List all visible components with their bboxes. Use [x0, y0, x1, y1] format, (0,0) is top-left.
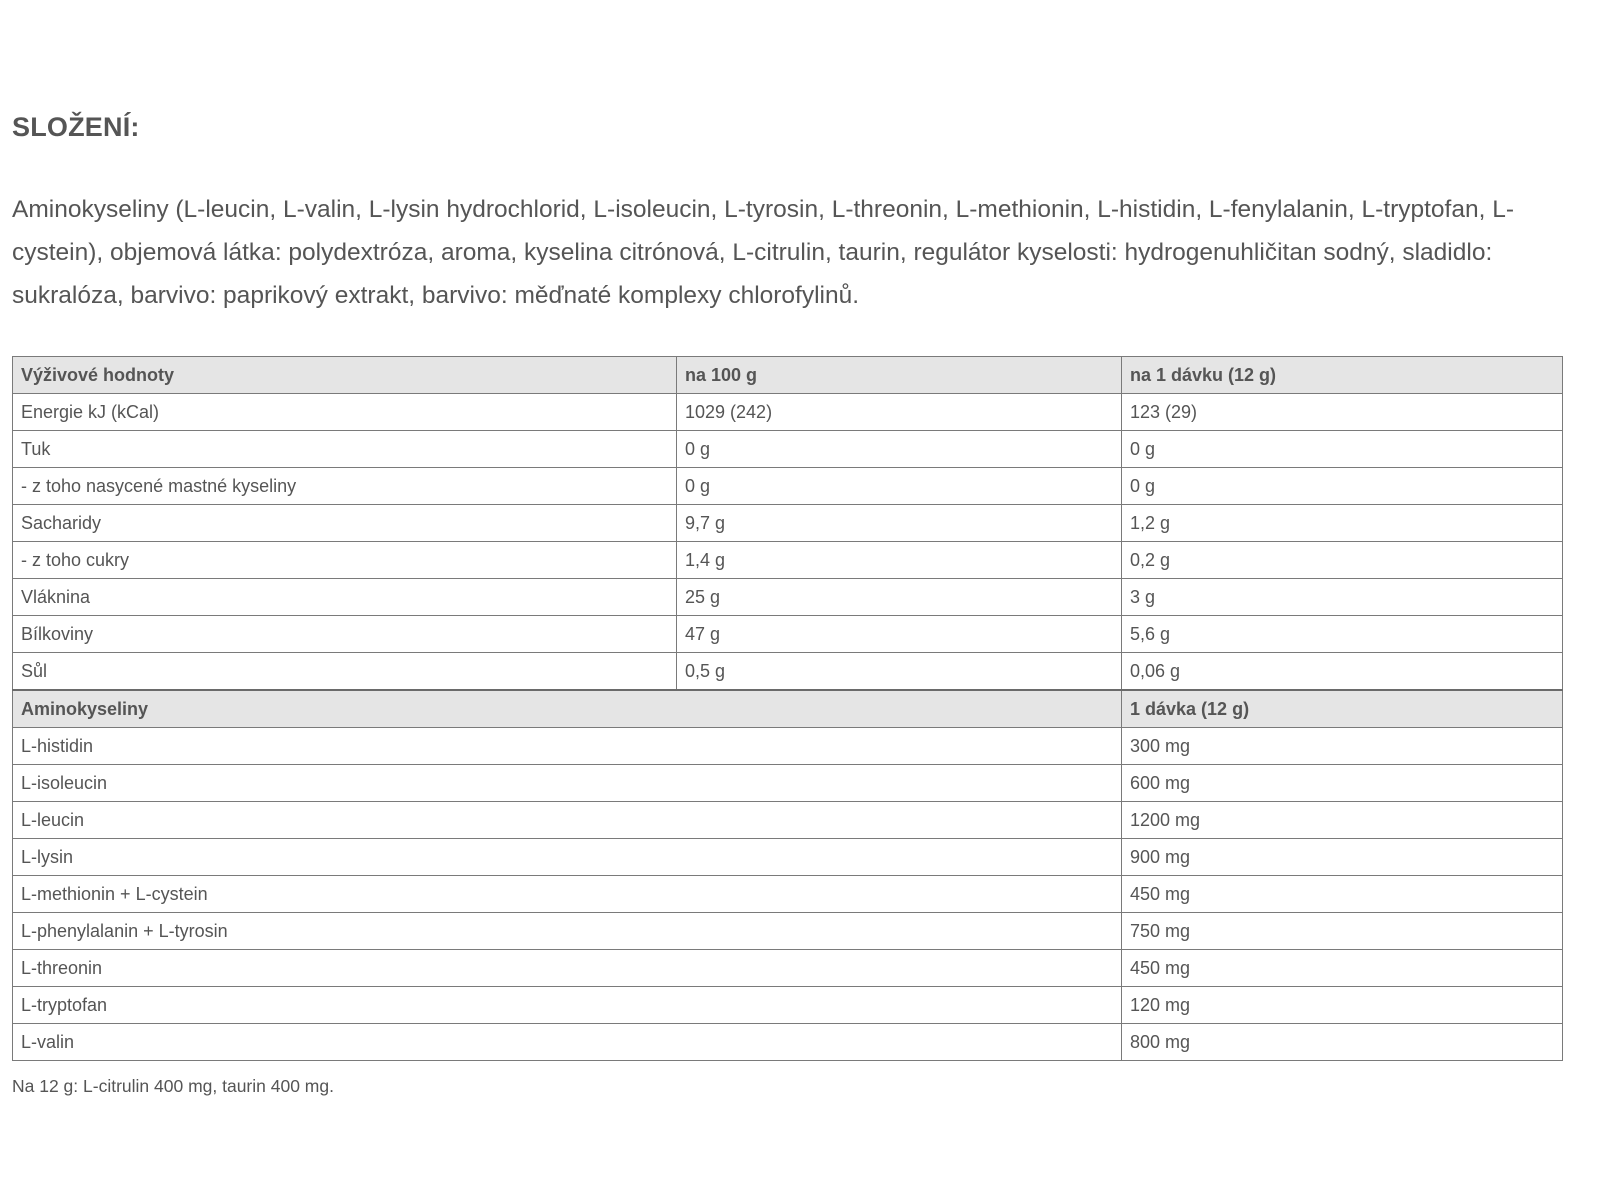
nutrient-value-cell: 1029 (242): [677, 394, 1122, 431]
table-row: [13, 876, 1563, 913]
nutrient-name-cell: Bílkoviny: [13, 616, 677, 653]
ingredients-text: Aminokyseliny (L-leucin, L-valin, L-lysin hydrochlorid, L-isoleucin, L-tyrosin, L-threonin, L-methionin, L-histidin, L-fenylalanin, L-tryptofan, L-cystein), objemová látka: polydextróza, aroma, kyselina citrónová, L-citrulin, taurin, regulátor kyselosti: hydrogenuhličitan sodný, sladidlo: sukralóza, barvivo: paprikový extrakt, barvivo: měďnaté komplexy chlorofylinů.: [12, 196, 1514, 309]
nutrient-name-cell: Sůl: [13, 653, 677, 691]
amino-header-row: [13, 690, 1563, 728]
amino-name-cell: L-methionin + L-cystein: [13, 876, 1122, 913]
nutrition-header-row: [13, 357, 1563, 394]
amino-value-cell: 300 mg: [1122, 728, 1563, 765]
table-row: [13, 542, 1563, 579]
table-row: [13, 950, 1563, 987]
table-row: [13, 653, 1563, 691]
nutrient-value-cell: 0,2 g: [1122, 542, 1563, 579]
nutrient-value-cell: 47 g: [677, 616, 1122, 653]
table-row: [13, 468, 1563, 505]
table-row: [13, 913, 1563, 950]
table-row: [13, 1024, 1563, 1061]
amino-value-cell: 120 mg: [1122, 987, 1563, 1024]
nutrient-name-cell: Sacharidy: [13, 505, 677, 542]
table-row: [13, 579, 1563, 616]
amino-name-cell: L-tryptofan: [13, 987, 1122, 1024]
nutrient-name-cell: Energie kJ (kCal): [13, 394, 677, 431]
table-row: [13, 505, 1563, 542]
nutrient-value-cell: 1,4 g: [677, 542, 1122, 579]
nutrient-name-cell: Vláknina: [13, 579, 677, 616]
table-row: [13, 839, 1563, 876]
nutrient-name-cell: Tuk: [13, 431, 677, 468]
nutrition-table-body: [13, 357, 1563, 1061]
nutrient-value-cell: 0 g: [1122, 431, 1563, 468]
table-row: [13, 616, 1563, 653]
nutrient-value-cell: 1,2 g: [1122, 505, 1563, 542]
nutrient-value-cell: 5,6 g: [1122, 616, 1563, 653]
composition-heading: SLOŽENÍ:: [12, 112, 140, 142]
amino-value-cell: 450 mg: [1122, 950, 1563, 987]
amino-name-cell: L-threonin: [13, 950, 1122, 987]
amino-name-cell: L-isoleucin: [13, 765, 1122, 802]
nutrient-value-cell: 9,7 g: [677, 505, 1122, 542]
nutrition-header-cell: na 100 g: [677, 357, 1122, 394]
nutrient-name-cell: - z toho cukry: [13, 542, 677, 579]
nutrient-value-cell: 123 (29): [1122, 394, 1563, 431]
nutrition-header-cell: na 1 dávku (12 g): [1122, 357, 1563, 394]
amino-value-cell: 600 mg: [1122, 765, 1563, 802]
table-row: [13, 728, 1563, 765]
nutrient-value-cell: 0 g: [1122, 468, 1563, 505]
table-row: [13, 802, 1563, 839]
amino-name-cell: L-lysin: [13, 839, 1122, 876]
nutrient-value-cell: 25 g: [677, 579, 1122, 616]
nutrition-header-cell: Výživové hodnoty: [13, 357, 677, 394]
amino-name-cell: L-phenylalanin + L-tyrosin: [13, 913, 1122, 950]
nutrient-value-cell: 0 g: [677, 468, 1122, 505]
amino-name-cell: L-leucin: [13, 802, 1122, 839]
amino-header-cell: 1 dávka (12 g): [1122, 690, 1563, 728]
nutrient-value-cell: 0 g: [677, 431, 1122, 468]
amino-name-cell: L-valin: [13, 1024, 1122, 1061]
table-row: [13, 431, 1563, 468]
table-row: [13, 394, 1563, 431]
amino-value-cell: 450 mg: [1122, 876, 1563, 913]
nutrient-value-cell: 3 g: [1122, 579, 1563, 616]
nutrient-value-cell: 0,06 g: [1122, 653, 1563, 691]
table-row: [13, 987, 1563, 1024]
nutrition-table: [12, 356, 1563, 1061]
table-row: [13, 765, 1563, 802]
amino-name-cell: L-histidin: [13, 728, 1122, 765]
amino-value-cell: 750 mg: [1122, 913, 1563, 950]
amino-value-cell: 900 mg: [1122, 839, 1563, 876]
nutrient-value-cell: 0,5 g: [677, 653, 1122, 691]
amino-header-cell: Aminokyseliny: [13, 690, 1122, 728]
nutrient-name-cell: - z toho nasycené mastné kyseliny: [13, 468, 677, 505]
amino-value-cell: 1200 mg: [1122, 802, 1563, 839]
footnote: Na 12 g: L-citrulin 400 mg, taurin 400 mg.: [12, 1076, 334, 1096]
amino-value-cell: 800 mg: [1122, 1024, 1563, 1061]
